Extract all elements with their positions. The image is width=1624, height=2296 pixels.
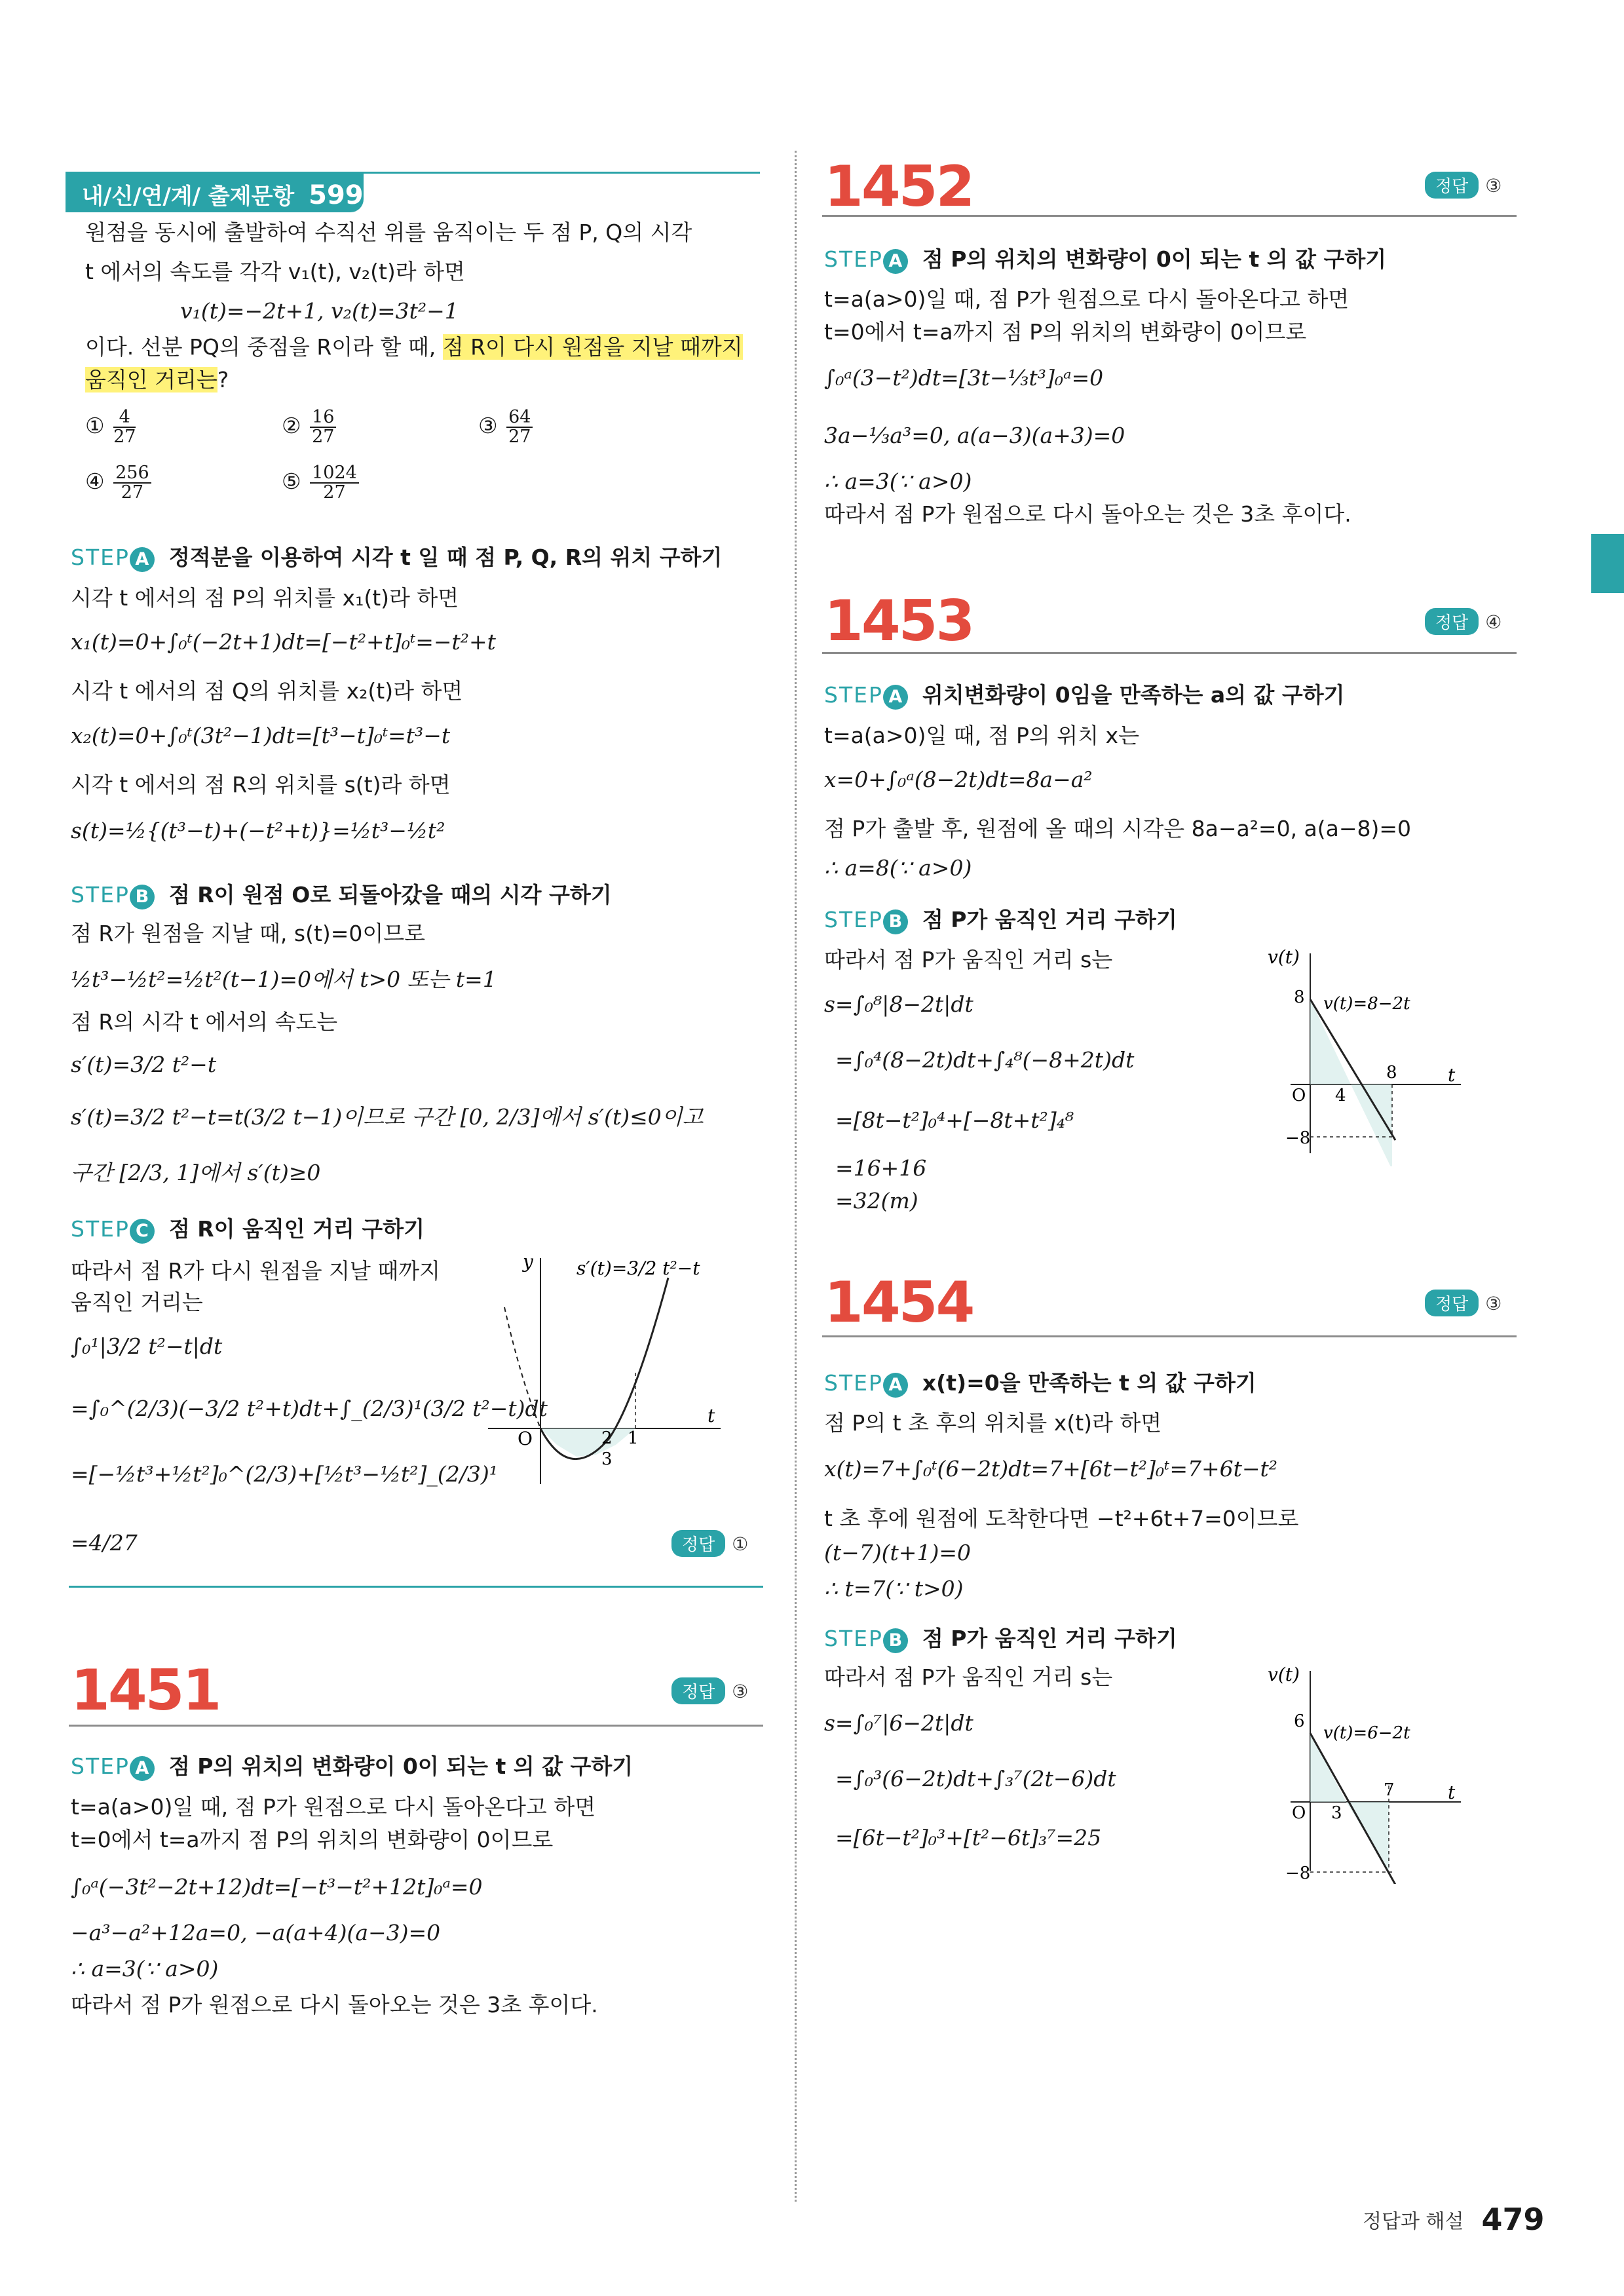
question-line-4-pre: 이다. 선분 PQ의 중점을 R이라 할 때, bbox=[85, 334, 443, 360]
p1451-line-1: t=a(a>0)일 때, 점 P가 원점으로 다시 돌아온다고 하면 bbox=[71, 1794, 596, 1820]
p1454-step-a-title: x(t)=0을 만족하는 t 의 값 구하기 bbox=[922, 1370, 1256, 1396]
q599-graph-tick1-den: 3 bbox=[601, 1449, 613, 1469]
p1453-m-line-2: s=∫₀⁸|8−2t|dt bbox=[824, 991, 973, 1017]
choice-1[interactable] bbox=[85, 406, 138, 446]
p1452-step-a-heading bbox=[824, 242, 1386, 274]
p1453-number: 1453 bbox=[824, 588, 973, 654]
p1454-line-2: x(t)=7+∫₀ᵗ(6−2t)dt=7+[6t−t²]₀ᵗ=7+6t−t² bbox=[824, 1456, 1278, 1482]
choice-1-mark: ① bbox=[85, 413, 105, 438]
q599-step-c-heading bbox=[71, 1212, 425, 1244]
q599-a-line-1: 시각 t 에서의 점 P의 위치를 x₁(t)라 하면 bbox=[71, 585, 459, 611]
p1454-step-b-title: 점 P가 움직인 거리 구하기 bbox=[922, 1626, 1177, 1651]
p1453-graph-yint: 8 bbox=[1294, 987, 1305, 1007]
q599-c-line-2: 움직인 거리는 bbox=[71, 1290, 203, 1315]
footer bbox=[1363, 2202, 1545, 2237]
p1453-step-b-letter: B bbox=[883, 909, 908, 934]
q599-step-a-letter: A bbox=[130, 547, 155, 572]
q599-c-line-1: 따라서 점 R가 다시 원점을 지날 때까지 bbox=[71, 1258, 441, 1284]
p1453-step-b-tag: STEP bbox=[824, 907, 883, 932]
p1451-step-a-title: 점 P의 위치의 변화량이 0이 되는 t 의 값 구하기 bbox=[168, 1753, 633, 1779]
p1453-graph-yend: −8 bbox=[1285, 1128, 1311, 1148]
p1453-graph bbox=[1258, 944, 1474, 1166]
q599-b-line-2: ½t³−½t²=½t²(t−1)=0에서 t>0 또는 t=1 bbox=[71, 966, 497, 992]
q599-b-line-3: 점 R의 시각 t 에서의 속도는 bbox=[71, 1009, 338, 1035]
choice-3-mark: ③ bbox=[478, 413, 498, 438]
question-highlight-2: 움직인 거리는 bbox=[85, 367, 217, 392]
q599-c-line-5: =[−½t³+½t²]₀^(2/3)+[½t³−½t²]_(2/3)¹ bbox=[71, 1461, 498, 1487]
p1452-step-a-letter: A bbox=[883, 249, 908, 274]
p1453-graph-ylabel: v(t) bbox=[1268, 946, 1300, 968]
p1452-line-1: t=a(a>0)일 때, 점 P가 원점으로 다시 돌아온다고 하면 bbox=[824, 286, 1350, 312]
q599-graph-tick1: 2 bbox=[601, 1428, 613, 1448]
p1452-number: 1452 bbox=[824, 154, 973, 220]
choice-4-num: 256 bbox=[113, 464, 151, 484]
p1453-graph-xlabel: t bbox=[1448, 1064, 1456, 1086]
p1451-line-5: ∴ a=3(∵ a>0) bbox=[71, 1956, 219, 1981]
choice-5[interactable] bbox=[282, 462, 361, 502]
q599-a-line-6: s(t)=½{(t³−t)+(−t²+t)}=½t³−½t² bbox=[71, 818, 445, 843]
q599-graph-tick2: 1 bbox=[628, 1428, 639, 1448]
q599-c-line-6: =4/27 bbox=[71, 1530, 138, 1556]
p1451-line-2: t=0에서 t=a까지 점 P의 위치의 변화량이 0이므로 bbox=[71, 1827, 554, 1852]
question-line-5 bbox=[85, 367, 229, 393]
p1452-rule bbox=[822, 215, 1517, 217]
p1454-step-a-heading bbox=[824, 1366, 1256, 1398]
p1454-rule bbox=[822, 1335, 1517, 1337]
q599-graph-xlabel: t bbox=[708, 1405, 715, 1426]
question-line-5-post: ? bbox=[217, 367, 229, 392]
choice-4-den: 27 bbox=[121, 482, 144, 503]
choice-3-num: 64 bbox=[506, 408, 533, 428]
p1452-line-5: ∴ a=3(∵ a>0) bbox=[824, 469, 972, 494]
p1453-answer-value: ④ bbox=[1485, 611, 1502, 633]
p1454-graph-ylabel: v(t) bbox=[1268, 1664, 1300, 1685]
q599-c-line-4: =∫₀^(2/3)(−3/2 t²+t)dt+∫_(2/3)¹(3/2 t²−t)dt bbox=[71, 1396, 548, 1421]
p1454-m-line-4: =[6t−t²]₀³+[t²−6t]₃⁷=25 bbox=[835, 1825, 1102, 1850]
p1452-step-a-tag: STEP bbox=[824, 246, 883, 272]
choice-2-num: 16 bbox=[310, 408, 336, 428]
choice-1-den: 27 bbox=[113, 427, 136, 447]
header-label bbox=[82, 178, 364, 210]
q599-step-b-title: 점 R이 원점 O로 되돌아갔을 때의 시각 구하기 bbox=[168, 882, 612, 908]
p1454-graph-origin: O bbox=[1292, 1803, 1306, 1823]
choice-3-frac bbox=[506, 408, 533, 446]
p1451-step-a-tag: STEP bbox=[71, 1753, 130, 1779]
choice-3-den: 27 bbox=[508, 427, 531, 447]
question-line-4 bbox=[85, 334, 743, 360]
p1453-m-line-1: 따라서 점 P가 움직인 거리 s는 bbox=[824, 947, 1113, 972]
p1451-answer-value: ③ bbox=[732, 1681, 749, 1702]
q599-answer-label: 정답 bbox=[671, 1530, 725, 1557]
q599-step-b-letter: B bbox=[130, 885, 155, 909]
p1451-line-4: −a³−a²+12a=0, −a(a+4)(a−3)=0 bbox=[71, 1920, 441, 1945]
q599-graph-origin: O bbox=[518, 1428, 533, 1449]
choice-2-mark: ② bbox=[282, 413, 301, 438]
p1454-step-b-letter: B bbox=[883, 1628, 908, 1653]
choice-1-frac bbox=[113, 408, 136, 446]
p1454-graph-xlabel: t bbox=[1448, 1782, 1456, 1803]
p1453-answer bbox=[1425, 608, 1501, 635]
p1454-graph-func: v(t)=6−2t bbox=[1323, 1723, 1410, 1743]
p1454-line-4: (t−7)(t+1)=0 bbox=[824, 1540, 971, 1565]
header-label-text: 내/신/연/계/ 출제문항 bbox=[82, 183, 295, 210]
p1452-line-3: ∫₀ᵃ(3−t²)dt=[3t−⅓t³]₀ᵃ=0 bbox=[824, 365, 1104, 391]
q599-step-a-tag: STEP bbox=[71, 545, 130, 570]
q599-a-line-5: 시각 t 에서의 점 R의 위치를 s(t)라 하면 bbox=[71, 772, 451, 797]
p1454-graph bbox=[1258, 1661, 1474, 1884]
p1452-line-2: t=0에서 t=a까지 점 P의 위치의 변화량이 0이므로 bbox=[824, 319, 1307, 345]
p1451-line-6: 따라서 점 P가 원점으로 다시 돌아오는 것은 3초 후이다. bbox=[71, 1992, 598, 2018]
p1453-step-a-tag: STEP bbox=[824, 682, 883, 708]
p1453-graph-origin: O bbox=[1292, 1086, 1306, 1105]
header-number: 599 bbox=[309, 180, 364, 210]
choice-5-den: 27 bbox=[323, 482, 346, 503]
q599-graph-ylabel: y bbox=[523, 1251, 533, 1272]
choice-4-mark: ④ bbox=[85, 469, 105, 494]
q599-step-a-title: 정적분을 이용하여 시각 t 일 때 점 P, Q, R의 위치 구하기 bbox=[168, 545, 723, 570]
q599-step-c-title: 점 R이 움직인 거리 구하기 bbox=[168, 1216, 425, 1242]
choice-5-num: 1024 bbox=[310, 464, 359, 484]
q599-step-b-tag: STEP bbox=[71, 882, 130, 908]
choice-3[interactable] bbox=[478, 406, 535, 446]
p1452-answer-label: 정답 bbox=[1425, 172, 1479, 199]
choice-5-mark: ⑤ bbox=[282, 469, 301, 494]
p1453-step-a-letter: A bbox=[883, 685, 908, 710]
p1453-line-3: 점 P가 출발 후, 원점에 올 때의 시각은 8a−a²=0, a(a−8)=0 bbox=[824, 816, 1412, 841]
q599-b-line-1: 점 R가 원점을 지날 때, s(t)=0이므로 bbox=[71, 921, 426, 946]
p1451-line-3: ∫₀ᵃ(−3t²−2t+12)dt=[−t³−t²+12t]₀ᵃ=0 bbox=[71, 1874, 483, 1900]
p1454-answer-label: 정답 bbox=[1425, 1290, 1479, 1316]
q599-graph-curve-dashed bbox=[504, 1307, 540, 1428]
p1451-step-a-letter: A bbox=[130, 1756, 155, 1781]
p1454-line-1: 점 P의 t 초 후의 위치를 x(t)라 하면 bbox=[824, 1410, 1162, 1436]
p1453-m-line-3: =∫₀⁴(8−2t)dt+∫₄⁸(−8+2t)dt bbox=[835, 1047, 1135, 1073]
q599-a-line-2: x₁(t)=0+∫₀ᵗ(−2t+1)dt=[−t²+t]₀ᵗ=−t²+t bbox=[71, 629, 496, 655]
p1454-step-b-heading bbox=[824, 1622, 1177, 1653]
q599-graph-func: s′(t)=3/2 t²−t bbox=[576, 1257, 700, 1279]
p1454-m-line-1: 따라서 점 P가 움직인 거리 s는 bbox=[824, 1664, 1113, 1690]
p1453-step-b-title: 점 P가 움직인 거리 구하기 bbox=[922, 907, 1177, 932]
question-line-3: v₁(t)=−2t+1, v₂(t)=3t²−1 bbox=[180, 298, 459, 324]
p1453-graph-func: v(t)=8−2t bbox=[1323, 994, 1410, 1014]
p1453-line-2: x=0+∫₀ᵃ(8−2t)dt=8a−a² bbox=[824, 767, 1093, 792]
p1453-graph-xend: 8 bbox=[1386, 1063, 1397, 1082]
p1454-answer-value: ③ bbox=[1485, 1293, 1502, 1314]
q599-graph-fill bbox=[540, 1428, 635, 1457]
p1453-graph-xint: 4 bbox=[1335, 1086, 1346, 1105]
q599-step-b-heading bbox=[71, 878, 612, 909]
p1453-line-1: t=a(a>0)일 때, 점 P의 위치 x는 bbox=[824, 723, 1139, 748]
q599-b-line-5: s′(t)=3/2 t²−t=t(3/2 t−1)이므로 구간 [0, 2/3]에서 s′(t)≤0이고 bbox=[71, 1104, 704, 1130]
p1452-step-a-title: 점 P의 위치의 변화량이 0이 되는 t 의 값 구하기 bbox=[922, 246, 1387, 272]
q599-c-line-3: ∫₀¹|3/2 t²−t|dt bbox=[71, 1333, 223, 1359]
p1454-line-5: ∴ t=7(∵ t>0) bbox=[824, 1576, 964, 1601]
p1451-answer bbox=[671, 1677, 748, 1704]
footer-label: 정답과 해설 bbox=[1363, 2210, 1464, 2233]
p1451-answer-label: 정답 bbox=[671, 1677, 725, 1704]
p1453-m-line-5: =16+16 bbox=[835, 1155, 927, 1181]
p1454-number: 1454 bbox=[824, 1270, 973, 1335]
p1453-step-b-heading bbox=[824, 903, 1177, 934]
q599-answer bbox=[671, 1530, 748, 1557]
choice-4[interactable] bbox=[85, 462, 153, 502]
p1454-line-3: t 초 후에 원점에 도착한다면 −t²+6t+7=0이므로 bbox=[824, 1506, 1299, 1531]
p1452-line-6: 따라서 점 P가 원점으로 다시 돌아오는 것은 3초 후이다. bbox=[824, 501, 1351, 527]
p1454-graph-xend: 7 bbox=[1384, 1780, 1395, 1800]
p1453-answer-label: 정답 bbox=[1425, 608, 1479, 635]
p1454-answer bbox=[1425, 1290, 1501, 1316]
p1454-graph-xint: 3 bbox=[1331, 1803, 1342, 1823]
p1454-m-line-2: s=∫₀⁷|6−2t|dt bbox=[824, 1710, 973, 1736]
p1453-m-line-6: =32(m) bbox=[835, 1188, 918, 1214]
p1451-step-a-heading bbox=[71, 1750, 633, 1781]
choice-4-frac bbox=[113, 464, 151, 502]
p1454-m-line-3: =∫₀³(6−2t)dt+∫₃⁷(2t−6)dt bbox=[835, 1766, 1116, 1791]
q599-answer-value: ① bbox=[732, 1533, 749, 1555]
choice-1-num: 4 bbox=[113, 408, 136, 428]
p1453-step-a-title: 위치변화량이 0임을 만족하는 a의 값 구하기 bbox=[922, 682, 1345, 708]
p1454-step-b-tag: STEP bbox=[824, 1626, 883, 1651]
q599-a-line-4: x₂(t)=0+∫₀ᵗ(3t²−1)dt=[t³−t]₀ᵗ=t³−t bbox=[71, 723, 451, 748]
question-line-1: 원점을 동시에 출발하여 수직선 위를 움직이는 두 점 P, Q의 시각 bbox=[85, 220, 692, 245]
column-divider bbox=[795, 151, 797, 2202]
p1454-graph-yint: 6 bbox=[1294, 1712, 1305, 1731]
p1453-line-4: ∴ a=8(∵ a>0) bbox=[824, 855, 972, 881]
p1451-rule bbox=[69, 1725, 763, 1727]
q599-b-line-6: 구간 [2/3, 1]에서 s′(t)≥0 bbox=[71, 1160, 321, 1185]
q599-step-c-letter: C bbox=[130, 1219, 155, 1244]
header-rule bbox=[66, 172, 760, 174]
q599-a-line-3: 시각 t 에서의 점 Q의 위치를 x₂(t)라 하면 bbox=[71, 678, 463, 704]
p1451-number: 1451 bbox=[71, 1658, 220, 1723]
question-line-2: t 에서의 속도를 각각 v₁(t), v₂(t)라 하면 bbox=[85, 259, 465, 284]
page-number: 479 bbox=[1481, 2202, 1545, 2237]
p1454-graph-yend: −8 bbox=[1285, 1864, 1311, 1883]
q599-step-c-tag: STEP bbox=[71, 1216, 130, 1242]
p1453-step-a-heading bbox=[824, 678, 1344, 710]
p1452-line-4: 3a−⅓a³=0, a(a−3)(a+3)=0 bbox=[824, 423, 1125, 448]
q599-end-rule bbox=[69, 1586, 763, 1588]
choice-2-den: 27 bbox=[312, 427, 335, 447]
choice-2-frac bbox=[310, 408, 336, 446]
q599-step-a-heading bbox=[71, 541, 722, 572]
q599-b-line-4: s′(t)=3/2 t²−t bbox=[71, 1052, 217, 1077]
p1453-rule bbox=[822, 652, 1517, 654]
p1453-m-line-4: =[8t−t²]₀⁴+[−8t+t²]₄⁸ bbox=[835, 1107, 1074, 1133]
choice-2[interactable] bbox=[282, 406, 338, 446]
choice-5-frac bbox=[310, 464, 359, 502]
q599-graph bbox=[478, 1248, 727, 1491]
side-tab bbox=[1591, 534, 1624, 593]
p1452-answer bbox=[1425, 172, 1501, 199]
p1452-answer-value: ③ bbox=[1485, 175, 1502, 197]
p1454-step-a-tag: STEP bbox=[824, 1370, 883, 1396]
p1454-step-a-letter: A bbox=[883, 1373, 908, 1398]
question-highlight-1: 점 R이 다시 원점을 지날 때까지 bbox=[442, 334, 743, 360]
